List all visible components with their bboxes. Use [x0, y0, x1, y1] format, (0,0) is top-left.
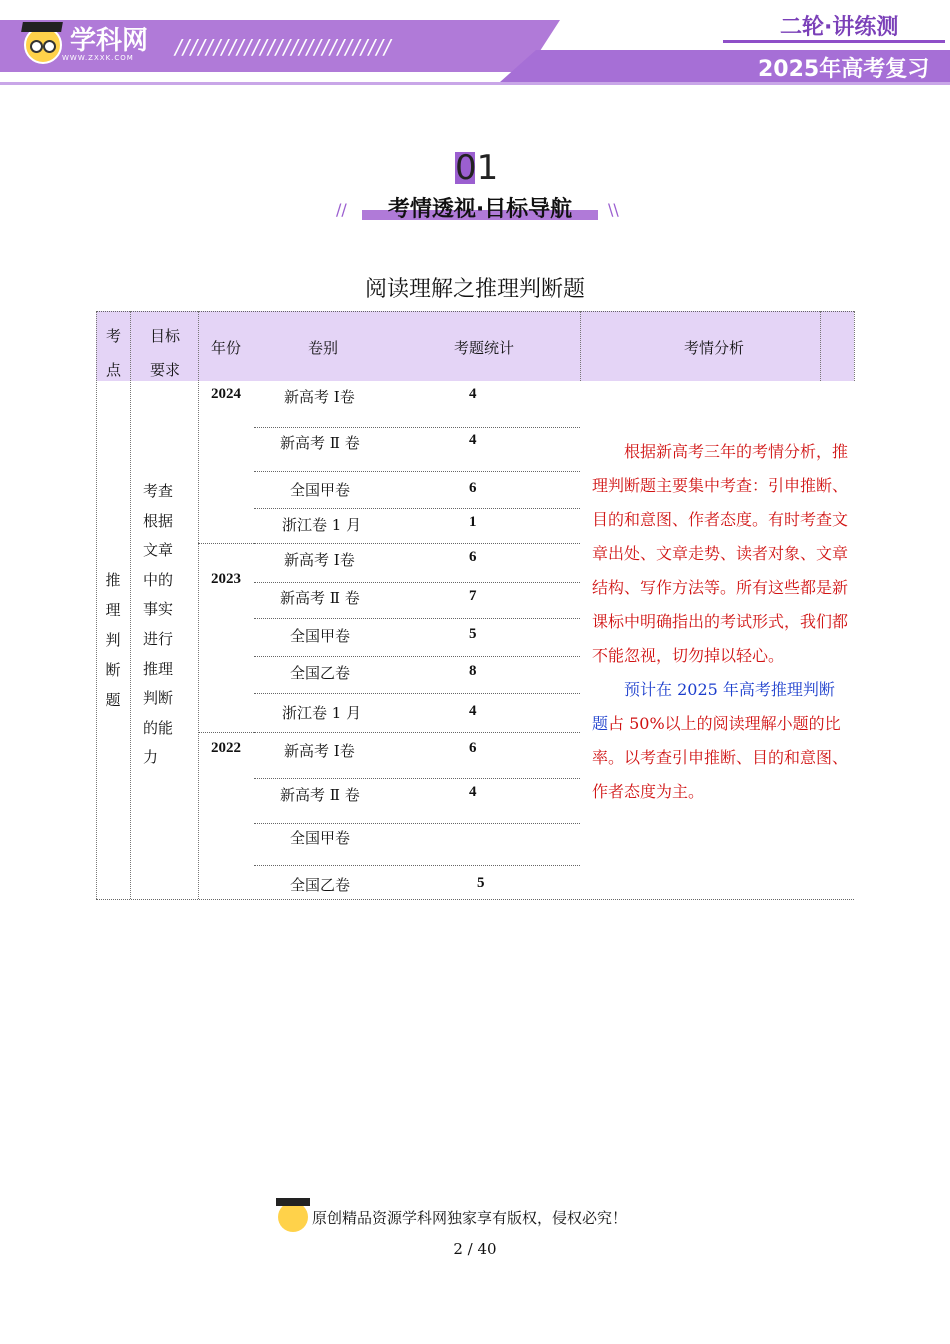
- count-cell: 6: [469, 549, 477, 565]
- grid-line: [198, 311, 199, 899]
- paper-cell: 全国乙卷: [290, 664, 351, 682]
- grid-line: [254, 732, 580, 733]
- slash-left-icon: //: [336, 200, 347, 219]
- grid-line: [820, 311, 821, 381]
- paper-cell: 新高考 Ⅰ卷: [284, 551, 355, 569]
- grid-line: [254, 582, 580, 583]
- paper-cell: 浙江卷 1 月: [282, 516, 362, 534]
- mascot-icon: [278, 1202, 308, 1232]
- analysis-paragraph-1: 根据新高考三年的考情分析，推理判断题主要集中考查：引申推断、目的和意图、作者态度。有时考查文章出处、文章走势、读者对象、文章结构、写作方法等。所有这些都是新课标中明确指出的考试形式，我们都不能忽视，切勿掉以轻心。: [592, 442, 849, 665]
- count-cell: 4: [469, 386, 477, 402]
- count-cell: 7: [469, 588, 477, 604]
- slash-right-icon: \\: [608, 200, 619, 219]
- grid-line: [254, 618, 580, 619]
- count-cell: 5: [477, 875, 485, 891]
- page-header: [0, 0, 950, 90]
- paper-cell: 全国甲卷: [290, 829, 351, 847]
- header-year: 年份: [211, 339, 242, 357]
- section-banner: [336, 196, 619, 222]
- exam-analysis-table: [96, 311, 854, 899]
- grid-line: [254, 656, 580, 657]
- grid-line: [254, 508, 580, 509]
- header-analysis: 考情分析: [684, 339, 745, 357]
- paper-cell: 新高考 Ⅱ 卷: [280, 786, 360, 804]
- analysis-p2-blue: 预计在 2025 年高考推理判断题: [592, 680, 835, 733]
- section-number: 01: [455, 148, 499, 188]
- count-cell: 6: [469, 480, 477, 496]
- header-paper: 卷别: [308, 339, 339, 357]
- logo-text: 学科网: [70, 26, 149, 56]
- year-2024: 2024: [211, 386, 241, 402]
- analysis-p2-red: 占 50%以上的阅读理解小题的比率。以考查引申推断、目的和意图、作者态度为主。: [592, 714, 849, 801]
- count-cell: 4: [469, 784, 477, 800]
- paper-cell: 全国乙卷: [290, 876, 351, 894]
- page-number: 2 / 40: [453, 1240, 497, 1258]
- series-title: 二轮·讲练测: [780, 15, 899, 40]
- analysis-text: [592, 435, 848, 809]
- count-cell: 6: [469, 740, 477, 756]
- page-footer: [278, 1202, 627, 1232]
- count-cell: 4: [469, 703, 477, 719]
- count-cell: 4: [469, 432, 477, 448]
- grid-line: [580, 311, 581, 381]
- logo: [24, 26, 148, 64]
- paper-cell: 新高考 Ⅰ卷: [284, 388, 355, 406]
- subject-subtitle: 2025年高考复习: [758, 57, 930, 82]
- grid-line: [198, 543, 254, 544]
- count-cell: 8: [469, 663, 477, 679]
- grid-line: [198, 732, 254, 733]
- grid-line: [854, 311, 855, 381]
- grid-line: [96, 311, 854, 312]
- decor-slashes: ////////////////////////////: [175, 35, 392, 59]
- analysis-paragraph-2: [592, 673, 848, 809]
- grid-line: [254, 865, 580, 866]
- paper-cell: 新高考 Ⅱ 卷: [280, 434, 360, 452]
- mascot-icon: [24, 26, 62, 64]
- year-2022: 2022: [211, 740, 241, 756]
- grid-line: [254, 693, 580, 694]
- kaodian-cell: 推 理 判 断 题: [105, 571, 121, 709]
- year-2023: 2023: [211, 571, 241, 587]
- paper-cell: 新高考 Ⅰ卷: [284, 742, 355, 760]
- header-mubiao: 目标 要求: [150, 327, 181, 379]
- section-title: 考情透视·目标导航: [387, 197, 573, 222]
- mubiao-cell: 考查 根据 文章 中的 事实 进行 推理 判断 的能 力: [143, 482, 174, 767]
- grid-line: [96, 899, 854, 900]
- logo-url: WWW.ZXXK.COM: [62, 54, 134, 62]
- document-title: 阅读理解之推理判断题: [364, 277, 585, 302]
- grid-line: [254, 427, 580, 428]
- paper-cell: 新高考 Ⅱ 卷: [280, 589, 360, 607]
- grid-line: [96, 311, 97, 899]
- paper-cell: 全国甲卷: [290, 627, 351, 645]
- count-cell: 1: [469, 514, 477, 530]
- header-count: 考题统计: [454, 339, 515, 357]
- grid-line: [254, 471, 580, 472]
- grid-line: [254, 823, 580, 824]
- paper-cell: 全国甲卷: [290, 481, 351, 499]
- count-cell: 5: [469, 626, 477, 642]
- paper-cell: 浙江卷 1 月: [282, 704, 362, 722]
- copyright-notice: 原创精品资源学科网独家享有版权，侵权必究！: [312, 1208, 628, 1227]
- grid-line: [254, 543, 580, 544]
- grid-line: [130, 311, 131, 899]
- header-kaodian: 考 点: [106, 327, 122, 379]
- grid-line: [254, 778, 580, 779]
